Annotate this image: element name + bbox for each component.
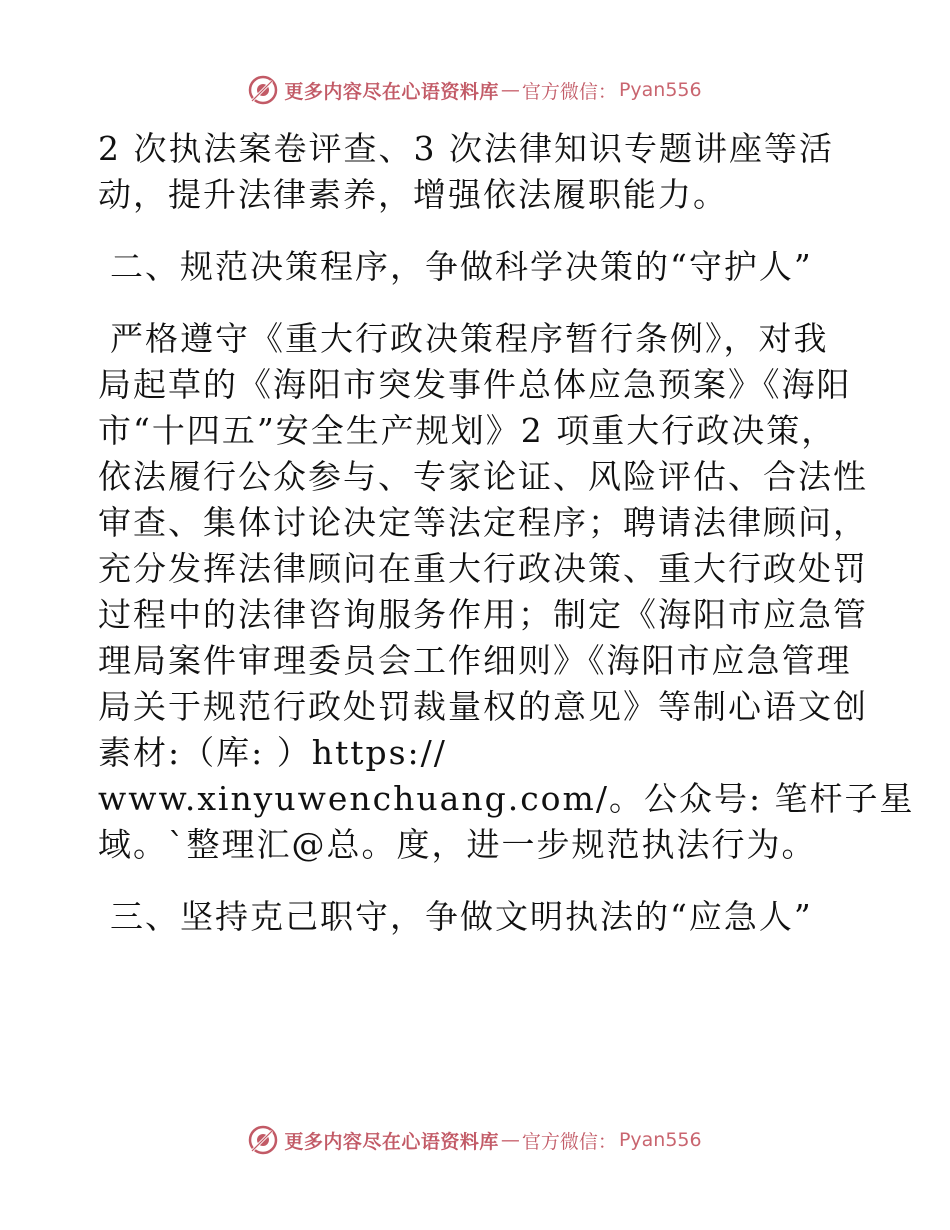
paragraph-line-2: 局起草的《海阳市突发事件总体应急预案》《海阳 — [98, 365, 852, 404]
body-line-2: 动，提升法律素养，增强依法履职能力。 — [98, 175, 728, 214]
paragraph-line-8: 理局案件审理委员会工作细则》《海阳市应急管理 — [98, 641, 852, 680]
paragraph-line-11: www.xinyuwenchuang.com/。公众号: 笔杆子星 — [98, 779, 915, 818]
paragraph-line-6: 充分发挥法律顾问在重大行政决策、重大行政处罚 — [98, 549, 868, 588]
section-heading-2: 二、规范决策程序，争做科学决策的“守护人” — [110, 247, 813, 286]
header-watermark — [0, 72, 950, 108]
paragraph-line-4: 依法履行公众参与、专家论证、风险评估、合法性 — [98, 457, 868, 496]
paragraph-line-7: 过程中的法律咨询服务作用；制定《海阳市应急管 — [98, 595, 868, 634]
watermark-main-text: 更多内容尽在心语资料库 — [284, 1130, 499, 1153]
watermark-wechat-id: Pyan556 — [618, 1129, 702, 1151]
pen-logo-icon — [248, 75, 278, 105]
watermark-wechat-id: Pyan556 — [618, 79, 702, 101]
paragraph-line-12: 域。`整理汇@总。度，进一步规范执法行为。 — [98, 825, 817, 864]
watermark-sub-text: 官方微信： — [521, 80, 617, 103]
body-line-1: 2 次执法案卷评查、3 次法律知识专题讲座等活 — [98, 129, 834, 168]
paragraph-line-10: 素材:（库: ）https:// — [98, 733, 447, 772]
watermark-dash: — — [500, 79, 520, 101]
document-body — [98, 126, 915, 940]
section-heading-3: 三、坚持克己职守，争做文明执法的“应急人” — [110, 897, 813, 936]
paragraph-line-1: 严格遵守《重大行政决策程序暂行条例》，对我 — [110, 319, 829, 358]
watermark-dash: — — [500, 1129, 520, 1151]
pen-logo-icon — [248, 1125, 278, 1155]
paragraph-line-3: 市“十四五”安全生产规划》2 项重大行政决策， — [98, 411, 837, 450]
watermark-main-text: 更多内容尽在心语资料库 — [284, 80, 499, 103]
watermark-sub-text: 官方微信： — [521, 1130, 617, 1153]
paragraph-line-5: 审查、集体讨论决定等法定程序；聘请法律顾问， — [98, 503, 868, 542]
footer-watermark — [0, 1122, 950, 1158]
paragraph-line-9: 局关于规范行政处罚裁量权的意见》等制心语文创 — [98, 687, 868, 726]
